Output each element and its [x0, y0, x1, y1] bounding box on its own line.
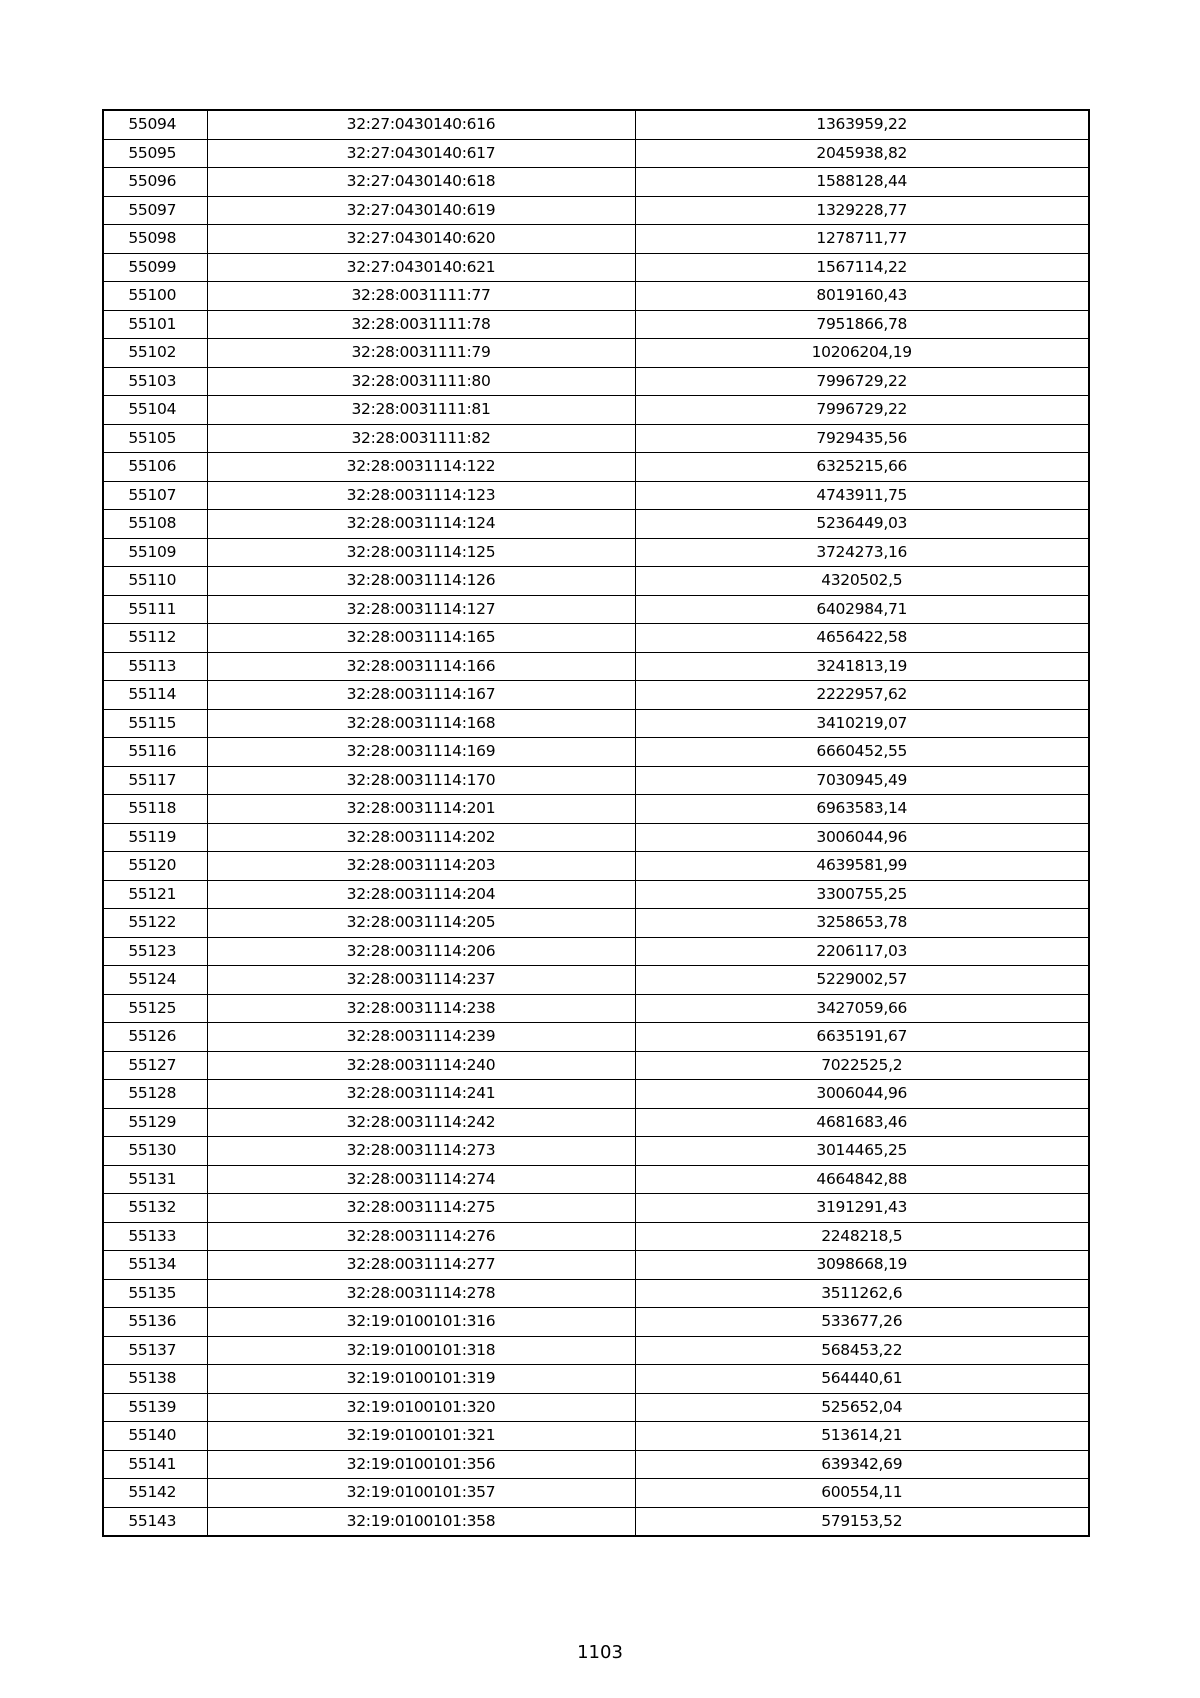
cadastral-number-cell: 32:28:0031111:77 — [207, 282, 635, 311]
value-cell: 6402984,71 — [635, 595, 1089, 624]
value-cell: 6963583,14 — [635, 795, 1089, 824]
row-number-cell: 55104 — [103, 396, 207, 425]
cadastral-number-cell: 32:28:0031114:165 — [207, 624, 635, 653]
value-cell: 1278711,77 — [635, 225, 1089, 254]
row-number-cell: 55136 — [103, 1308, 207, 1337]
value-cell: 6325215,66 — [635, 453, 1089, 482]
row-number-cell: 55128 — [103, 1080, 207, 1109]
cadastral-number-cell: 32:28:0031114:238 — [207, 994, 635, 1023]
cadastral-number-cell: 32:27:0430140:616 — [207, 110, 635, 139]
row-number-cell: 55113 — [103, 652, 207, 681]
value-cell: 4664842,88 — [635, 1165, 1089, 1194]
table-row — [103, 1165, 1089, 1194]
cadastral-number-cell: 32:28:0031114:277 — [207, 1251, 635, 1280]
row-number-cell: 55115 — [103, 709, 207, 738]
cadastral-number-cell: 32:28:0031114:278 — [207, 1279, 635, 1308]
cadastral-number-cell: 32:28:0031114:206 — [207, 937, 635, 966]
value-cell: 3241813,19 — [635, 652, 1089, 681]
value-cell: 579153,52 — [635, 1507, 1089, 1536]
value-cell: 1329228,77 — [635, 196, 1089, 225]
table-row — [103, 880, 1089, 909]
value-cell: 600554,11 — [635, 1479, 1089, 1508]
table-row — [103, 1023, 1089, 1052]
table-row — [103, 709, 1089, 738]
row-number-cell: 55124 — [103, 966, 207, 995]
row-number-cell: 55102 — [103, 339, 207, 368]
row-number-cell: 55139 — [103, 1393, 207, 1422]
row-number-cell: 55143 — [103, 1507, 207, 1536]
table-row — [103, 538, 1089, 567]
row-number-cell: 55097 — [103, 196, 207, 225]
table-row — [103, 681, 1089, 710]
row-number-cell: 55110 — [103, 567, 207, 596]
cadastral-number-cell: 32:28:0031114:205 — [207, 909, 635, 938]
value-cell: 3410219,07 — [635, 709, 1089, 738]
value-cell: 3098668,19 — [635, 1251, 1089, 1280]
row-number-cell: 55101 — [103, 310, 207, 339]
value-cell: 7929435,56 — [635, 424, 1089, 453]
value-cell: 513614,21 — [635, 1422, 1089, 1451]
table-row — [103, 310, 1089, 339]
value-cell: 3191291,43 — [635, 1194, 1089, 1223]
value-cell: 639342,69 — [635, 1450, 1089, 1479]
table-row — [103, 766, 1089, 795]
row-number-cell: 55126 — [103, 1023, 207, 1052]
table-row — [103, 1051, 1089, 1080]
cadastral-number-cell: 32:28:0031114:169 — [207, 738, 635, 767]
table-row — [103, 1137, 1089, 1166]
cadastral-number-cell: 32:28:0031114:204 — [207, 880, 635, 909]
value-cell: 3014465,25 — [635, 1137, 1089, 1166]
table-row — [103, 1251, 1089, 1280]
row-number-cell: 55137 — [103, 1336, 207, 1365]
cadastral-number-cell: 32:19:0100101:356 — [207, 1450, 635, 1479]
cadastral-number-cell: 32:28:0031114:275 — [207, 1194, 635, 1223]
row-number-cell: 55122 — [103, 909, 207, 938]
row-number-cell: 55132 — [103, 1194, 207, 1223]
cadastral-number-cell: 32:28:0031114:127 — [207, 595, 635, 624]
row-number-cell: 55118 — [103, 795, 207, 824]
table-row — [103, 424, 1089, 453]
value-cell: 2045938,82 — [635, 139, 1089, 168]
value-cell: 7996729,22 — [635, 367, 1089, 396]
row-number-cell: 55142 — [103, 1479, 207, 1508]
row-number-cell: 55112 — [103, 624, 207, 653]
value-cell: 3427059,66 — [635, 994, 1089, 1023]
value-cell: 7996729,22 — [635, 396, 1089, 425]
table-row — [103, 1279, 1089, 1308]
cadastral-number-cell: 32:28:0031114:203 — [207, 852, 635, 881]
table-row — [103, 282, 1089, 311]
table-row — [103, 823, 1089, 852]
row-number-cell: 55111 — [103, 595, 207, 624]
table-row — [103, 966, 1089, 995]
table-row — [103, 937, 1089, 966]
value-cell: 3511262,6 — [635, 1279, 1089, 1308]
cadastral-number-cell: 32:27:0430140:620 — [207, 225, 635, 254]
cadastral-number-cell: 32:28:0031114:202 — [207, 823, 635, 852]
cadastral-number-cell: 32:28:0031111:82 — [207, 424, 635, 453]
table-row — [103, 367, 1089, 396]
cadastral-number-cell: 32:28:0031111:78 — [207, 310, 635, 339]
table-row — [103, 1108, 1089, 1137]
table-row — [103, 1507, 1089, 1536]
value-cell: 4743911,75 — [635, 481, 1089, 510]
table-row — [103, 1336, 1089, 1365]
cadastral-number-cell: 32:28:0031114:242 — [207, 1108, 635, 1137]
cadastral-number-cell: 32:28:0031114:122 — [207, 453, 635, 482]
value-cell: 4320502,5 — [635, 567, 1089, 596]
value-cell: 525652,04 — [635, 1393, 1089, 1422]
row-number-cell: 55114 — [103, 681, 207, 710]
row-number-cell: 55123 — [103, 937, 207, 966]
cadastral-number-cell: 32:19:0100101:357 — [207, 1479, 635, 1508]
cadastral-number-cell: 32:28:0031111:80 — [207, 367, 635, 396]
value-cell: 7951866,78 — [635, 310, 1089, 339]
cadastral-number-cell: 32:28:0031114:237 — [207, 966, 635, 995]
table-row — [103, 481, 1089, 510]
table-row — [103, 1308, 1089, 1337]
row-number-cell: 55098 — [103, 225, 207, 254]
table-row — [103, 339, 1089, 368]
value-cell: 4639581,99 — [635, 852, 1089, 881]
value-cell: 2206117,03 — [635, 937, 1089, 966]
row-number-cell: 55140 — [103, 1422, 207, 1451]
value-cell: 7030945,49 — [635, 766, 1089, 795]
row-number-cell: 55107 — [103, 481, 207, 510]
row-number-cell: 55094 — [103, 110, 207, 139]
cadastral-number-cell: 32:28:0031114:276 — [207, 1222, 635, 1251]
row-number-cell: 55117 — [103, 766, 207, 795]
value-cell: 568453,22 — [635, 1336, 1089, 1365]
cadastral-number-cell: 32:28:0031111:79 — [207, 339, 635, 368]
value-cell: 4681683,46 — [635, 1108, 1089, 1137]
row-number-cell: 55121 — [103, 880, 207, 909]
table-row — [103, 1080, 1089, 1109]
table-row — [103, 1393, 1089, 1422]
table-row — [103, 1479, 1089, 1508]
table-row — [103, 1194, 1089, 1223]
row-number-cell: 55120 — [103, 852, 207, 881]
cadastral-number-cell: 32:28:0031114:273 — [207, 1137, 635, 1166]
cadastral-number-cell: 32:19:0100101:319 — [207, 1365, 635, 1394]
value-cell: 6635191,67 — [635, 1023, 1089, 1052]
cadastral-number-cell: 32:19:0100101:318 — [207, 1336, 635, 1365]
table-row — [103, 909, 1089, 938]
value-cell: 10206204,19 — [635, 339, 1089, 368]
table-row — [103, 1450, 1089, 1479]
row-number-cell: 55109 — [103, 538, 207, 567]
table-row — [103, 795, 1089, 824]
table-row — [103, 1365, 1089, 1394]
row-number-cell: 55119 — [103, 823, 207, 852]
cadastral-number-cell: 32:27:0430140:618 — [207, 168, 635, 197]
row-number-cell: 55116 — [103, 738, 207, 767]
value-cell: 1567114,22 — [635, 253, 1089, 282]
value-cell: 3006044,96 — [635, 1080, 1089, 1109]
row-number-cell: 55141 — [103, 1450, 207, 1479]
value-cell: 6660452,55 — [635, 738, 1089, 767]
value-cell: 8019160,43 — [635, 282, 1089, 311]
cadastral-number-cell: 32:28:0031114:168 — [207, 709, 635, 738]
row-number-cell: 55130 — [103, 1137, 207, 1166]
cadastral-number-cell: 32:28:0031114:240 — [207, 1051, 635, 1080]
value-cell: 3300755,25 — [635, 880, 1089, 909]
cadastral-number-cell: 32:19:0100101:316 — [207, 1308, 635, 1337]
value-cell: 5229002,57 — [635, 966, 1089, 995]
row-number-cell: 55135 — [103, 1279, 207, 1308]
value-cell: 3724273,16 — [635, 538, 1089, 567]
value-cell: 1363959,22 — [635, 110, 1089, 139]
table-row — [103, 396, 1089, 425]
cadastral-number-cell: 32:28:0031114:166 — [207, 652, 635, 681]
table-row — [103, 510, 1089, 539]
table-row — [103, 1222, 1089, 1251]
cadastral-number-cell: 32:19:0100101:358 — [207, 1507, 635, 1536]
table-row — [103, 652, 1089, 681]
value-cell: 3258653,78 — [635, 909, 1089, 938]
cadastral-number-cell: 32:28:0031114:126 — [207, 567, 635, 596]
cadastral-number-cell: 32:28:0031114:125 — [207, 538, 635, 567]
row-number-cell: 55103 — [103, 367, 207, 396]
table-body — [103, 110, 1089, 1536]
row-number-cell: 55108 — [103, 510, 207, 539]
cadastral-number-cell: 32:27:0430140:619 — [207, 196, 635, 225]
cadastral-number-cell: 32:28:0031114:170 — [207, 766, 635, 795]
row-number-cell: 55131 — [103, 1165, 207, 1194]
row-number-cell: 55100 — [103, 282, 207, 311]
table-row — [103, 168, 1089, 197]
row-number-cell: 55125 — [103, 994, 207, 1023]
cadastral-number-cell: 32:28:0031111:81 — [207, 396, 635, 425]
cadastral-number-cell: 32:19:0100101:321 — [207, 1422, 635, 1451]
table-row — [103, 110, 1089, 139]
value-cell: 4656422,58 — [635, 624, 1089, 653]
row-number-cell: 55095 — [103, 139, 207, 168]
table-row — [103, 624, 1089, 653]
row-number-cell: 55134 — [103, 1251, 207, 1280]
value-cell: 3006044,96 — [635, 823, 1089, 852]
value-cell: 5236449,03 — [635, 510, 1089, 539]
value-cell: 7022525,2 — [635, 1051, 1089, 1080]
row-number-cell: 55127 — [103, 1051, 207, 1080]
table-row — [103, 994, 1089, 1023]
table-row — [103, 1422, 1089, 1451]
cadastral-number-cell: 32:28:0031114:239 — [207, 1023, 635, 1052]
row-number-cell: 55133 — [103, 1222, 207, 1251]
cadastral-number-cell: 32:27:0430140:621 — [207, 253, 635, 282]
cadastral-number-cell: 32:28:0031114:274 — [207, 1165, 635, 1194]
page-number: 1103 — [577, 1642, 623, 1663]
table-row — [103, 139, 1089, 168]
row-number-cell: 55138 — [103, 1365, 207, 1394]
table-row — [103, 196, 1089, 225]
value-cell: 2222957,62 — [635, 681, 1089, 710]
table-row — [103, 225, 1089, 254]
value-cell: 1588128,44 — [635, 168, 1089, 197]
row-number-cell: 55106 — [103, 453, 207, 482]
cadastral-number-cell: 32:28:0031114:201 — [207, 795, 635, 824]
table-row — [103, 253, 1089, 282]
cadastral-number-cell: 32:28:0031114:241 — [207, 1080, 635, 1109]
cadastral-number-cell: 32:27:0430140:617 — [207, 139, 635, 168]
value-cell: 2248218,5 — [635, 1222, 1089, 1251]
row-number-cell: 55096 — [103, 168, 207, 197]
table-row — [103, 567, 1089, 596]
table-row — [103, 852, 1089, 881]
row-number-cell: 55129 — [103, 1108, 207, 1137]
table-row — [103, 595, 1089, 624]
row-number-cell: 55105 — [103, 424, 207, 453]
table-row — [103, 453, 1089, 482]
cadastral-number-cell: 32:28:0031114:124 — [207, 510, 635, 539]
data-table — [102, 109, 1090, 1537]
cadastral-number-cell: 32:28:0031114:167 — [207, 681, 635, 710]
value-cell: 533677,26 — [635, 1308, 1089, 1337]
cadastral-number-cell: 32:19:0100101:320 — [207, 1393, 635, 1422]
cadastral-number-cell: 32:28:0031114:123 — [207, 481, 635, 510]
table-row — [103, 738, 1089, 767]
row-number-cell: 55099 — [103, 253, 207, 282]
value-cell: 564440,61 — [635, 1365, 1089, 1394]
